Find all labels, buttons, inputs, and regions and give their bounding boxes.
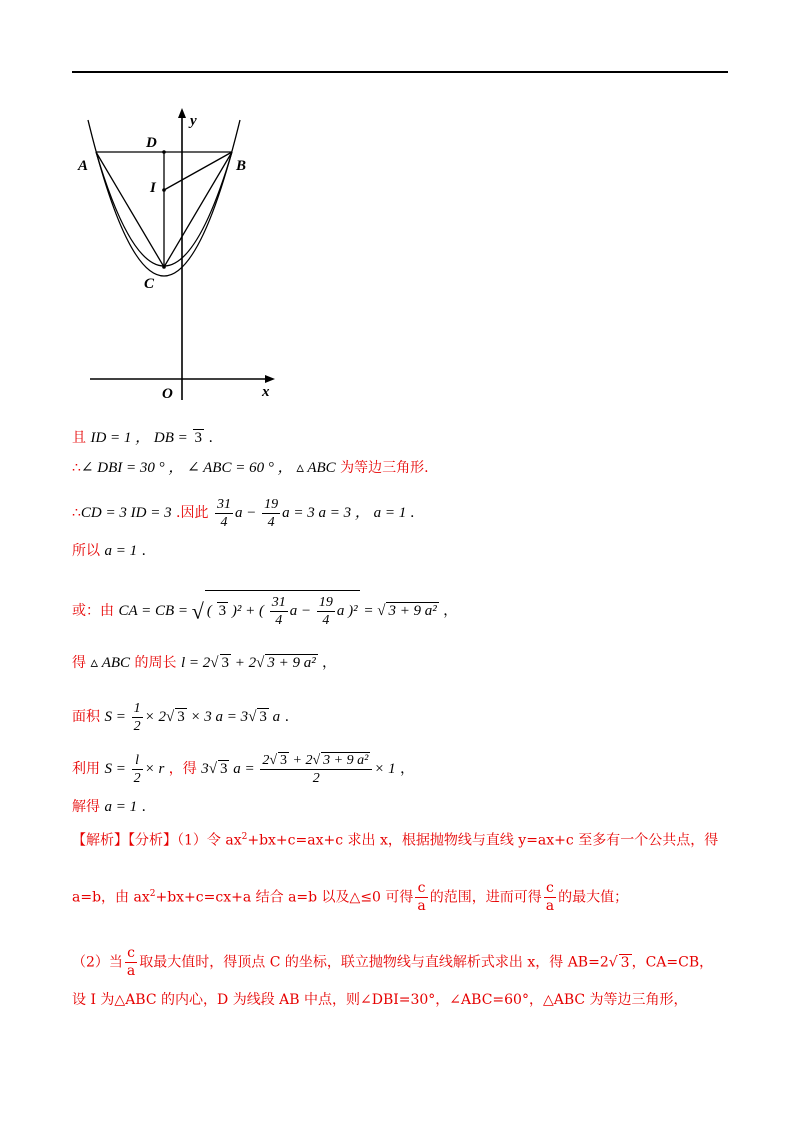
text: ∴ (72, 460, 81, 476)
math: ∠ DBI = 30 ° ， ∠ ABC = 60 ° ， ▵ ABC (80, 460, 336, 476)
parabola-figure (72, 100, 292, 405)
label-c: C (144, 276, 155, 292)
line-5: 或：由 CA = CB = √ ( 3 )² + ( $\frac{31}{4}$ a − $\frac{19}{4}$ a )² = √ 3 + 9 a² ， (72, 590, 457, 629)
line-3: ∴CD = 3 ID = 3 .因此 $\frac{31}{4}$ a − $\frac{19}{4}$ a = 3 a = 3 ， a = 1 . (72, 497, 415, 530)
text: 且 (72, 430, 86, 446)
analysis-line-1: 【解析】【分析】（1）令 $ax^2+bx+c=ax+c$ 求出 x，根据抛物线与直线 y=ax+c 至多有一个公共点，得 (72, 832, 719, 849)
text: 利用 (72, 760, 105, 777)
line-8: 利用 S = $\frac{l}{2}$ × r ，得 3√ 3 a = $\frac{\text{2√ 3 + 2√ 3 + 9 a²}}{2}$ × 1 ， (72, 753, 415, 786)
text: ∴ (72, 504, 81, 521)
analysis-line-2: a=b，由 $ax^2+bx+c=cx+a$ 结合 a=b 以及△≤0 可得 $\frac{c}{a}$ 的范围，进而可得 $\frac{c}{a}$ 的最大值； (72, 880, 629, 914)
line-1 (72, 428, 213, 448)
point-d (162, 150, 166, 154)
label-y: y (190, 113, 197, 129)
segment-bc (164, 152, 232, 267)
line-9: 解得 a = 1 . (72, 799, 146, 815)
math: ID = 1 ， DB = 3 (90, 430, 203, 446)
x-axis-arrow (265, 375, 275, 383)
label-d: D (146, 135, 157, 151)
label-o: O (162, 386, 173, 402)
label-b: B (236, 158, 247, 174)
label-x: x (262, 384, 270, 400)
line-4: 所以 a = 1 . (72, 543, 146, 559)
label-a: A (78, 158, 89, 174)
math: a = 1 (104, 543, 138, 559)
line-7: 面积 S = $\frac{1}{2}$ × 2√ 3 × 3 a = 3√ 3 a . (72, 701, 290, 734)
header-rule (72, 71, 728, 73)
label-i: I (150, 180, 156, 196)
text: .因此 (171, 504, 213, 521)
text: 为等边三角形. (335, 460, 429, 476)
segment-ac (96, 152, 164, 267)
text: 解得 (72, 799, 105, 815)
math: CD = 3 ID = 3 (80, 504, 172, 521)
point-i (162, 188, 166, 192)
text: 得 (72, 655, 91, 671)
line-6: 得 ▵ ABC 的周长 l = 2√ 3 + 2√ 3 + 9 a² ， (72, 655, 337, 671)
y-axis-arrow (178, 108, 186, 118)
analysis-line-3: （2）当 $\frac{c}{a}$ 取最大值时，得顶点 C 的坐标，联立抛物线与直线解析式求出 x，得 AB=2√ 3 ，CA=CB， (72, 945, 714, 979)
line-2 (72, 458, 429, 478)
text: 面积 (72, 708, 105, 725)
analysis-line-4: 设 I 为△ABC 的内心，D 为线段 AB 中点，则∠DBI=30°，∠ABC=60°，△ABC 为等边三角形， (72, 992, 688, 1008)
text: 或：由 (72, 602, 119, 619)
text: . (204, 430, 213, 446)
point-c (162, 265, 166, 269)
text: 所以 (72, 543, 105, 559)
